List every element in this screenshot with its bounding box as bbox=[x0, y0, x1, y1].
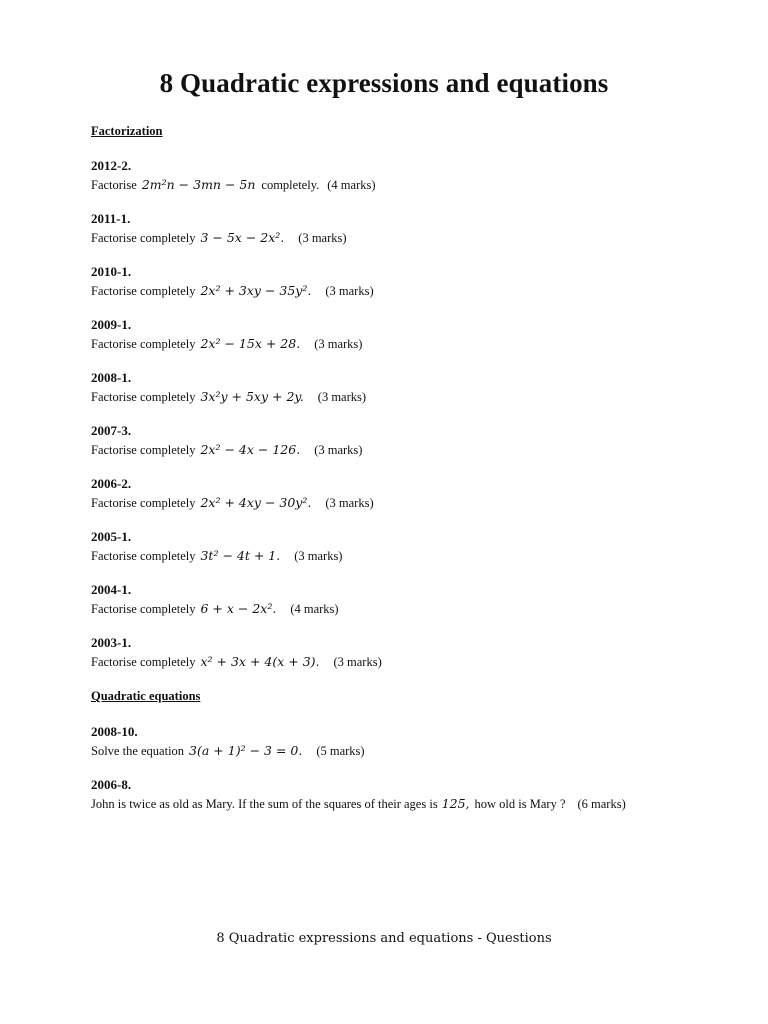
question-marks: (6 marks) bbox=[577, 797, 626, 811]
question-text bbox=[91, 652, 731, 671]
question-prefix: Factorise completely bbox=[91, 549, 196, 563]
question-2006-8 bbox=[91, 775, 731, 813]
question-marks: (3 marks) bbox=[333, 655, 382, 669]
question-ref: 2011-1. bbox=[91, 211, 131, 226]
question-2007-3 bbox=[91, 421, 731, 459]
question-prefix: Factorise completely bbox=[91, 231, 196, 245]
question-marks: (4 marks) bbox=[327, 178, 376, 192]
question-prefix: John is twice as old as Mary. If the sum of the squares of their ages is bbox=[91, 797, 438, 811]
question-prefix: Factorise completely bbox=[91, 443, 196, 457]
question-2003-1 bbox=[91, 633, 731, 671]
question-math: 6 + x − 2x². bbox=[200, 601, 277, 616]
question-math: 2m²n − 3mn − 5n bbox=[141, 177, 256, 192]
question-ref: 2006-8. bbox=[91, 777, 132, 792]
question-prefix: Factorise completely bbox=[91, 337, 196, 351]
question-prefix: Factorise completely bbox=[91, 496, 196, 510]
question-math: 2x² − 15x + 28. bbox=[200, 336, 301, 351]
question-text bbox=[91, 387, 731, 406]
question-math: 3x²y + 5xy + 2y. bbox=[200, 389, 304, 404]
question-ref: 2008-1. bbox=[91, 370, 132, 385]
question-math: 2x² − 4x − 126. bbox=[200, 442, 301, 457]
question-math: 3(a + 1)² − 3 = 0. bbox=[189, 743, 303, 758]
section-heading-quadratic-equations: Quadratic equations bbox=[91, 689, 201, 703]
question-prefix: Factorise completely bbox=[91, 390, 196, 404]
question-marks: (5 marks) bbox=[316, 744, 365, 758]
question-2010-1 bbox=[91, 262, 731, 300]
question-marks: (3 marks) bbox=[317, 390, 367, 404]
question-text bbox=[91, 334, 731, 353]
question-text bbox=[91, 794, 731, 813]
question-math: 3 − 5x − 2x². bbox=[200, 230, 285, 245]
question-ref: 2012-2. bbox=[91, 158, 132, 173]
question-2012-2 bbox=[91, 156, 731, 194]
question-math: 125, bbox=[441, 796, 470, 811]
question-math: 2x² + 3xy − 35y². bbox=[200, 283, 312, 298]
question-ref: 2004-1. bbox=[91, 582, 132, 597]
question-marks: (4 marks) bbox=[290, 602, 339, 616]
question-2004-1 bbox=[91, 580, 731, 618]
question-text bbox=[91, 599, 731, 618]
question-ref: 2003-1. bbox=[91, 635, 132, 650]
question-text bbox=[91, 440, 731, 459]
question-suffix: completely. bbox=[261, 178, 320, 192]
question-2008-10 bbox=[91, 722, 731, 760]
question-ref: 2009-1. bbox=[91, 317, 132, 332]
question-marks: (3 marks) bbox=[294, 549, 343, 563]
page-title: 8 Quadratic expressions and equations bbox=[159, 68, 609, 98]
question-text bbox=[91, 493, 731, 512]
question-text bbox=[91, 741, 731, 760]
question-text bbox=[91, 546, 731, 565]
question-math: 3t² − 4t + 1. bbox=[200, 548, 281, 563]
question-prefix: Factorise bbox=[91, 178, 137, 192]
question-marks: (3 marks) bbox=[314, 443, 363, 457]
question-2008-1 bbox=[91, 368, 731, 406]
question-prefix: Factorise completely bbox=[91, 655, 196, 669]
question-2005-1 bbox=[91, 527, 731, 565]
question-ref: 2010-1. bbox=[91, 264, 132, 279]
question-2009-1 bbox=[91, 315, 731, 353]
question-math: x² + 3x + 4(x + 3). bbox=[200, 654, 320, 669]
question-marks: (3 marks) bbox=[325, 496, 374, 510]
question-math: 2x² + 4xy − 30y². bbox=[200, 495, 312, 510]
section-heading-factorization: Factorization bbox=[91, 124, 163, 138]
question-marks: (3 marks) bbox=[325, 284, 374, 298]
question-ref: 2006-2. bbox=[91, 476, 132, 491]
question-ref: 2008-10. bbox=[91, 724, 138, 739]
question-2011-1 bbox=[91, 209, 731, 247]
question-marks: (3 marks) bbox=[298, 231, 347, 245]
question-suffix: how old is Mary ? bbox=[474, 797, 566, 811]
question-2006-2 bbox=[91, 474, 731, 512]
question-marks: (3 marks) bbox=[314, 337, 363, 351]
question-ref: 2007-3. bbox=[91, 423, 132, 438]
question-text bbox=[91, 228, 731, 247]
question-prefix: Factorise completely bbox=[91, 284, 196, 298]
page-footer: 8 Quadratic expressions and equations - Questions bbox=[216, 931, 552, 946]
question-prefix: Solve the equation bbox=[91, 744, 185, 758]
question-text bbox=[91, 175, 731, 194]
question-prefix: Factorise completely bbox=[91, 602, 196, 616]
question-text bbox=[91, 281, 731, 300]
question-ref: 2005-1. bbox=[91, 529, 132, 544]
